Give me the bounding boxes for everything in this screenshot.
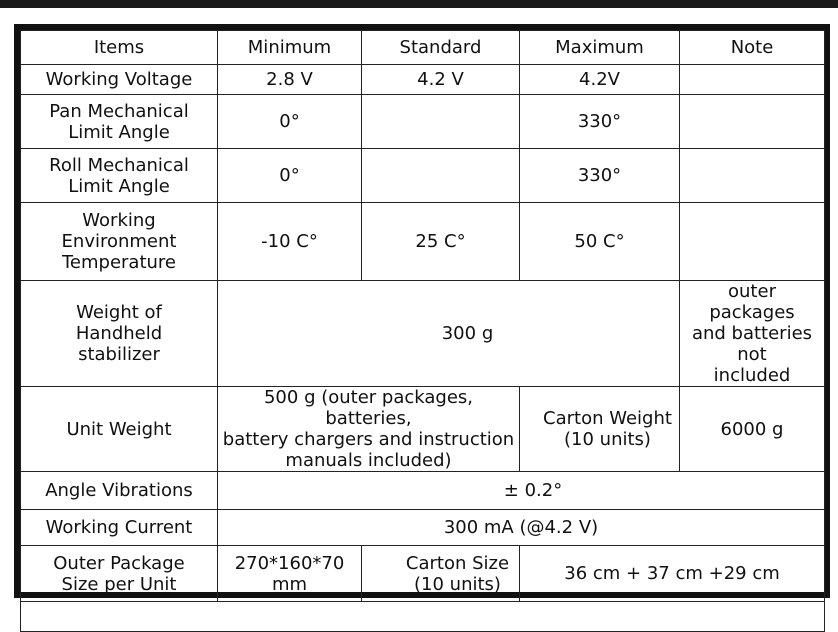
header-minimum: Minimum: [218, 31, 362, 65]
row-label: Pan Mechanical Limit Angle: [21, 95, 218, 149]
cell-standard: 4.2 V: [362, 65, 520, 95]
table-row: [21, 149, 825, 203]
table-row: [21, 203, 825, 281]
cell-standard: 25 C°: [362, 203, 520, 281]
cell-maximum: 330°: [520, 149, 680, 203]
row-label: Unit Weight: [21, 387, 218, 472]
carton-size-value: 36 cm + 37 cm +29 cm: [520, 546, 825, 602]
cell-standard: [362, 95, 520, 149]
row-label: Weight of Handheld stabilizer: [21, 281, 218, 387]
row-label: Roll Mechanical Limit Angle: [21, 149, 218, 203]
table-row: [21, 472, 825, 510]
cell-note: [680, 149, 825, 203]
header-standard: Standard: [362, 31, 520, 65]
spec-table: [20, 30, 825, 632]
spec-table-frame: [14, 24, 830, 598]
table-row: [21, 387, 825, 472]
header-items: Items: [21, 31, 218, 65]
carton-weight-label: Carton Weight (10 units): [520, 387, 680, 472]
row-label: Outer Package Size per Unit: [21, 546, 218, 602]
table-row: [21, 281, 825, 387]
top-rule: [0, 0, 838, 8]
cell-maximum: 50 C°: [520, 203, 680, 281]
cell-value: 300 g: [218, 281, 680, 387]
carton-size-label: Carton Size (10 units): [362, 546, 520, 602]
table-row: [21, 95, 825, 149]
table-row: [21, 510, 825, 546]
cell-minimum: 0°: [218, 95, 362, 149]
cell-note: [680, 203, 825, 281]
header-note: Note: [680, 31, 825, 65]
header-maximum: Maximum: [520, 31, 680, 65]
blank-row: [21, 602, 825, 632]
cell-note: outer packages and batteries not included: [680, 281, 825, 387]
cell-standard: [362, 149, 520, 203]
row-label: Working Current: [21, 510, 218, 546]
cell-value: 270*160*70 mm: [218, 546, 362, 602]
blank-cell: [21, 602, 825, 632]
cell-minimum: 2.8 V: [218, 65, 362, 95]
carton-weight-value: 6000 g: [680, 387, 825, 472]
cell-value: 500 g (outer packages, batteries, battery chargers and instruction manuals included): [218, 387, 520, 472]
row-label: Working Environment Temperature: [21, 203, 218, 281]
row-label: Working Voltage: [21, 65, 218, 95]
cell-minimum: -10 C°: [218, 203, 362, 281]
cell-value: ± 0.2°: [218, 472, 825, 510]
cell-minimum: 0°: [218, 149, 362, 203]
table-row: [21, 65, 825, 95]
cell-value: 300 mA (@4.2 V): [218, 510, 825, 546]
cell-maximum: 330°: [520, 95, 680, 149]
cell-note: [680, 95, 825, 149]
table-row: [21, 546, 825, 602]
cell-maximum: 4.2V: [520, 65, 680, 95]
cell-note: [680, 65, 825, 95]
header-row: [21, 31, 825, 65]
row-label: Angle Vibrations: [21, 472, 218, 510]
